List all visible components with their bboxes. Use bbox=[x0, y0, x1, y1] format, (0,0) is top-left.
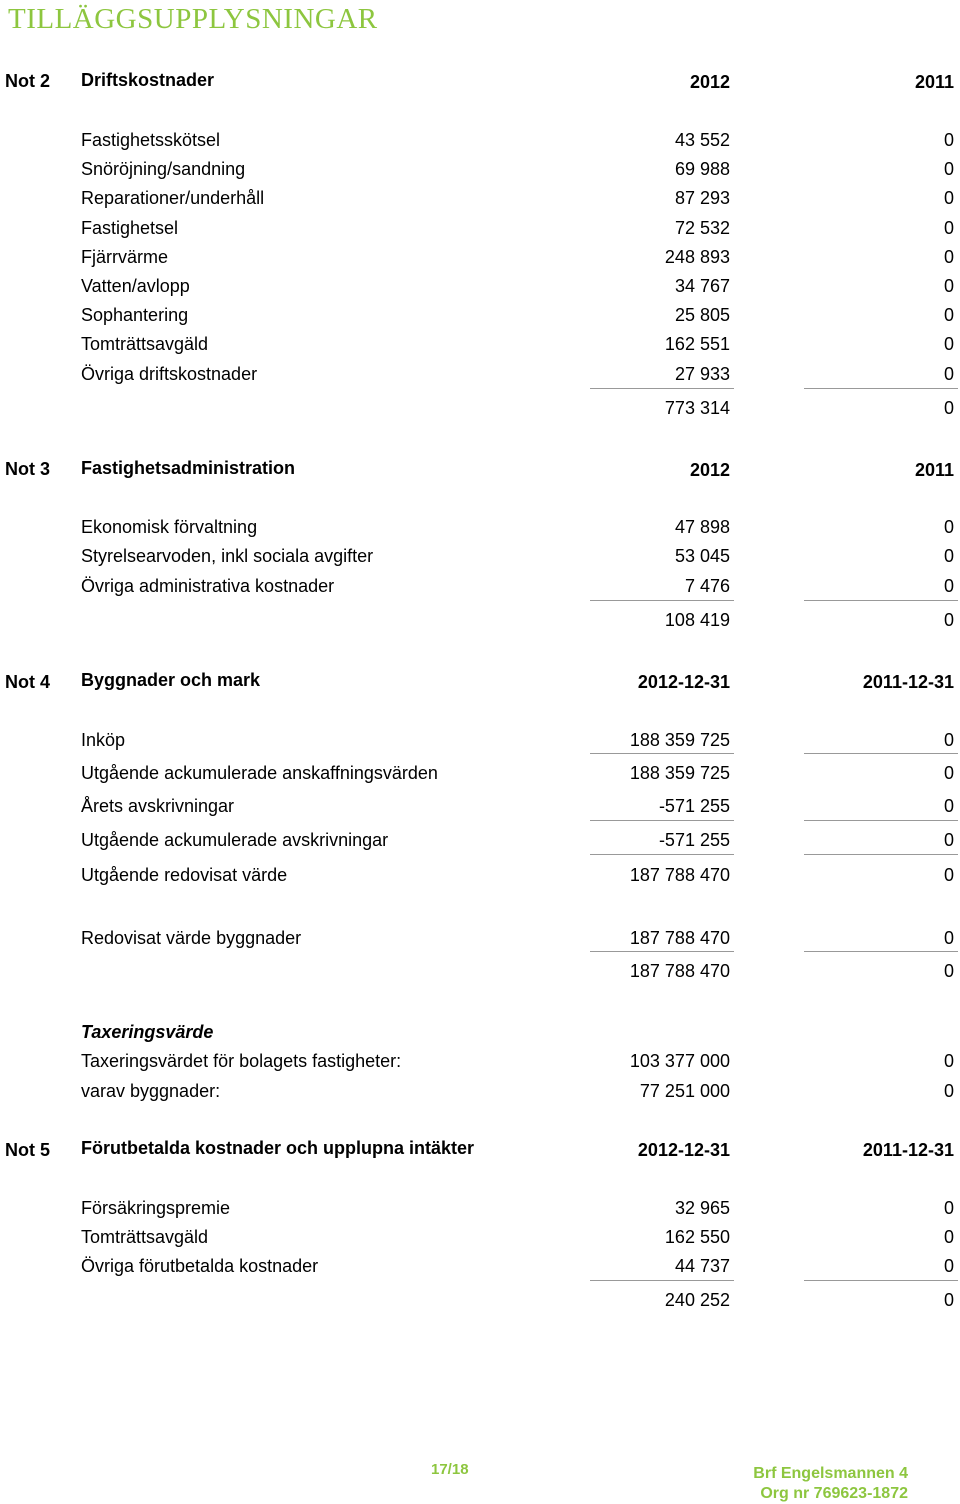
row-value: 0 bbox=[943, 830, 954, 850]
column-header-year: 2011 bbox=[914, 72, 954, 92]
row-value: 53 045 bbox=[674, 546, 730, 566]
sum-divider bbox=[804, 1280, 958, 1281]
total-value: 0 bbox=[943, 398, 954, 418]
row-label: Övriga förutbetalda kostnader bbox=[81, 1256, 319, 1276]
row-label: Redovisat värde byggnader bbox=[81, 928, 302, 948]
row-value: 0 bbox=[943, 188, 954, 208]
row-label: Utgående redovisat värde bbox=[81, 865, 288, 885]
row-label: Styrelsearvoden, inkl sociala avgifter bbox=[81, 546, 374, 566]
sum-divider bbox=[590, 388, 734, 389]
row-label: Utgående ackumulerade anskaffningsvärden bbox=[81, 763, 438, 783]
row-value: 0 bbox=[943, 1051, 954, 1071]
row-value: 69 988 bbox=[674, 159, 730, 179]
row-value: 87 293 bbox=[674, 188, 730, 208]
total-value: 0 bbox=[943, 1290, 954, 1310]
row-value: 0 bbox=[943, 796, 954, 816]
row-value: 47 898 bbox=[674, 517, 730, 537]
organization-number: Org nr 769623-1872 bbox=[760, 1485, 908, 1502]
column-header-date: 2012-12-31 bbox=[637, 672, 730, 692]
row-value: 0 bbox=[943, 130, 954, 150]
row-value: 0 bbox=[943, 218, 954, 238]
row-value: 43 552 bbox=[674, 130, 730, 150]
row-value: 0 bbox=[943, 576, 954, 596]
row-value: 0 bbox=[943, 730, 954, 750]
row-label: Utgående ackumulerade avskrivningar bbox=[81, 830, 389, 850]
page-title: TILLÄGGSUPPLYSNINGAR bbox=[8, 3, 378, 35]
row-label: Övriga driftskostnader bbox=[81, 364, 258, 384]
organization-info bbox=[753, 1464, 908, 1504]
row-value: 0 bbox=[943, 865, 954, 885]
row-value: 248 893 bbox=[664, 247, 730, 267]
row-value: 0 bbox=[943, 928, 954, 948]
row-label: Sophantering bbox=[81, 305, 189, 325]
row-value: 0 bbox=[943, 517, 954, 537]
total-value: 187 788 470 bbox=[629, 961, 730, 981]
row-label: Fastighetsel bbox=[81, 218, 179, 238]
row-value: 77 251 000 bbox=[639, 1081, 730, 1101]
column-header-date: 2011-12-31 bbox=[862, 1140, 954, 1160]
row-value: 0 bbox=[943, 334, 954, 354]
row-label: Tomträttsavgäld bbox=[81, 1227, 209, 1247]
row-value: 188 359 725 bbox=[629, 730, 730, 750]
row-value: 7 476 bbox=[684, 576, 730, 596]
page-number: 17/18 bbox=[431, 1461, 469, 1478]
total-value: 108 419 bbox=[664, 610, 730, 630]
row-value: 162 551 bbox=[664, 334, 730, 354]
row-value: 25 805 bbox=[674, 305, 730, 325]
sum-divider bbox=[590, 1280, 734, 1281]
row-label: Vatten/avlopp bbox=[81, 276, 190, 296]
column-header-year: 2012 bbox=[689, 460, 730, 480]
row-label: Fjärrvärme bbox=[81, 247, 169, 267]
row-label: Ekonomisk förvaltning bbox=[81, 517, 258, 537]
sum-divider bbox=[590, 951, 734, 952]
row-value: 32 965 bbox=[674, 1198, 730, 1218]
sum-divider bbox=[590, 753, 734, 754]
row-value: 0 bbox=[943, 1256, 954, 1276]
row-label: Försäkringspremie bbox=[81, 1198, 231, 1218]
row-value: 187 788 470 bbox=[629, 865, 730, 885]
row-label: Årets avskrivningar bbox=[81, 796, 235, 816]
column-header-date: 2011-12-31 bbox=[862, 672, 954, 692]
section-heading: Förutbetalda kostnader och upplupna intäkter bbox=[81, 1138, 475, 1158]
sum-divider bbox=[804, 951, 958, 952]
total-value: 0 bbox=[943, 610, 954, 630]
row-label: Taxeringsvärdet för bolagets fastigheter: bbox=[81, 1051, 402, 1071]
row-value: 0 bbox=[943, 305, 954, 325]
organization-name: Brf Engelsmannen 4 bbox=[753, 1465, 908, 1482]
sum-divider bbox=[590, 854, 734, 855]
row-value: -571 255 bbox=[658, 830, 730, 850]
row-value: 0 bbox=[943, 364, 954, 384]
row-value: -571 255 bbox=[658, 796, 730, 816]
sum-divider bbox=[804, 388, 958, 389]
row-value: 0 bbox=[943, 1227, 954, 1247]
row-value: 0 bbox=[943, 763, 954, 783]
section-heading: Driftskostnader bbox=[81, 70, 215, 90]
row-value: 34 767 bbox=[674, 276, 730, 296]
row-label: Inköp bbox=[81, 730, 126, 750]
row-value: 103 377 000 bbox=[629, 1051, 730, 1071]
note-number: Not 4 bbox=[5, 672, 50, 692]
row-label: varav byggnader: bbox=[81, 1081, 221, 1101]
row-label: Snöröjning/sandning bbox=[81, 159, 246, 179]
sum-divider bbox=[804, 600, 958, 601]
row-value: 0 bbox=[943, 546, 954, 566]
section-heading: Fastighetsadministration bbox=[81, 458, 296, 478]
section-heading: Byggnader och mark bbox=[81, 670, 261, 690]
total-value: 773 314 bbox=[664, 398, 730, 418]
row-value: 0 bbox=[943, 276, 954, 296]
note-number: Not 2 bbox=[5, 71, 50, 91]
sum-divider bbox=[804, 753, 958, 754]
sum-divider bbox=[590, 600, 734, 601]
row-label: Fastighetsskötsel bbox=[81, 130, 221, 150]
row-value: 0 bbox=[943, 159, 954, 179]
row-value: 187 788 470 bbox=[629, 928, 730, 948]
total-value: 240 252 bbox=[664, 1290, 730, 1310]
note-number: Not 5 bbox=[5, 1140, 50, 1160]
row-value: 0 bbox=[943, 1198, 954, 1218]
column-header-year: 2011 bbox=[914, 460, 954, 480]
row-value: 72 532 bbox=[674, 218, 730, 238]
row-value: 0 bbox=[943, 1081, 954, 1101]
row-value: 162 550 bbox=[664, 1227, 730, 1247]
subsection-heading: Taxeringsvärde bbox=[81, 1022, 214, 1042]
sum-divider bbox=[804, 854, 958, 855]
row-label: Övriga administrativa kostnader bbox=[81, 576, 335, 596]
total-value: 0 bbox=[943, 961, 954, 981]
column-header-date: 2012-12-31 bbox=[637, 1140, 730, 1160]
row-value: 188 359 725 bbox=[629, 763, 730, 783]
row-value: 27 933 bbox=[674, 364, 730, 384]
note-number: Not 3 bbox=[5, 459, 50, 479]
column-header-year: 2012 bbox=[689, 72, 730, 92]
sum-divider bbox=[804, 820, 958, 821]
row-label: Tomträttsavgäld bbox=[81, 334, 209, 354]
row-label: Reparationer/underhåll bbox=[81, 188, 265, 208]
sum-divider bbox=[590, 820, 734, 821]
row-value: 0 bbox=[943, 247, 954, 267]
row-value: 44 737 bbox=[674, 1256, 730, 1276]
